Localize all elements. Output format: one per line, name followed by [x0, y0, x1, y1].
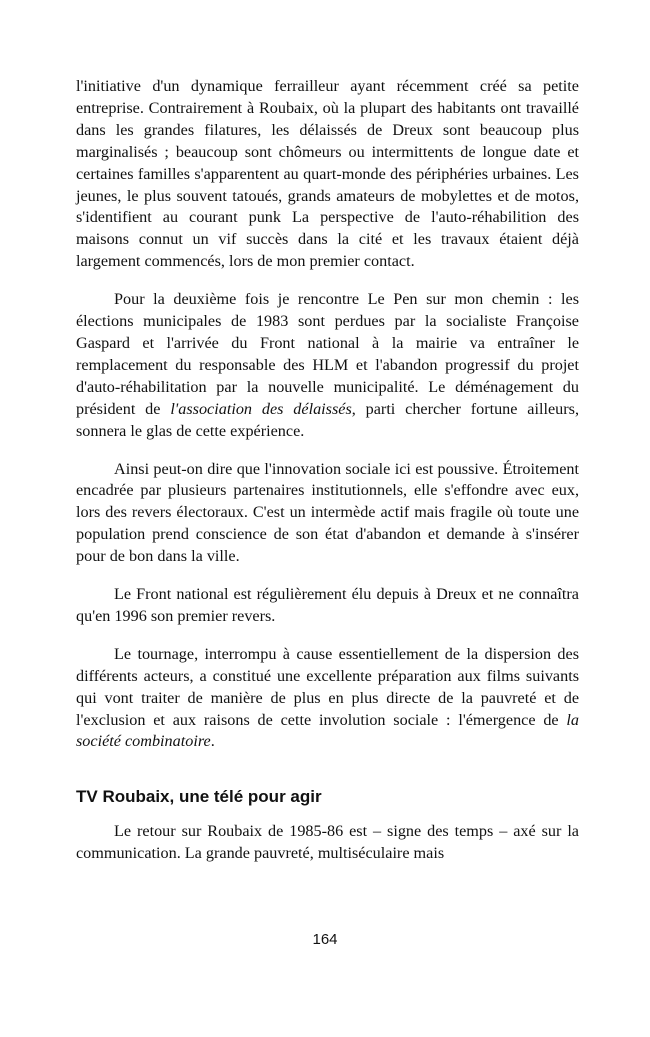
paragraph-2-text-end: , parti chercher fortune ailleurs, sonnera le glas de cette expérience. [76, 399, 579, 440]
paragraph-2 [76, 289, 579, 442]
page-number: 164 [312, 931, 338, 948]
section-paragraph: Le retour sur Roubaix de 1985-86 est – signe des temps – axé sur la communication. La grande pauvreté, multiséculaire mais [76, 822, 579, 863]
paragraph-2-text-start: Pour la deuxième fois je rencontre Le Pen sur mon chemin : les élections municipales de 1983 sont perdues par la socialiste Françoise Gaspard et l'arrivée du Front national à la mairie va entraîner le remplacement du responsable des HLM et l'abandon progressif du projet d'auto-réhabilitation par la nouvelle municipalité. Le déménagement du président de [76, 290, 579, 418]
paragraph-3: Ainsi peut-on dire que l'innovation sociale ici est poussive. Étroitement encadrée par plusieurs partenaires institutionnels, elle s'effondre avec eux, lors des revers électoraux. C'est un intermède actif mais fragile où toute une population prend conscience de son état d'abandon et demande à s'insérer pour de bon dans la ville. [76, 459, 579, 566]
paragraph-1: l'initiative d'un dynamique ferrailleur ayant récemment créé sa petite entreprise. Contrairement à Roubaix, où la plupart des habitants ont travaillé dans les grandes filatures, les délaissés de Dreux sont beaucoup plus marginalisés ; beaucoup sont chômeurs ou intermittents de longue date et certaines familles s'apparentent au quart-monde des périphéries urbaines. Les jeunes, le plus souvent tatoués, grands amateurs de mobylettes et de motos, s'identifient au courant punk La perspective de l'auto-réhabilition des maisons connut un vif succès dans la cité et les travaux étaient déjà largement commencés, lors de mon premier contact. [76, 77, 579, 271]
section-heading: TV Roubaix, une télé pour agir [76, 787, 322, 807]
paragraph-5-italic-term: la société combinatoire [76, 710, 579, 751]
paragraph-5-text-end: . [210, 732, 215, 751]
paragraph-5 [76, 644, 579, 754]
paragraph-5-text-start: Le tournage, interrompu à cause essentiellement de la dispersion des différents acteurs, a constitué une excellente préparation aux films suivants qui vont traiter de manière de plus en plus directe de la pauvreté et de l'exclusion et aux raisons de cette involution sociale : l'émergence de [76, 644, 579, 729]
paragraph-2-italic-title: l'association des délaissés [170, 399, 352, 418]
paragraph-4: Le Front national est régulièrement élu depuis à Dreux et ne connaîtra qu'en 1996 son premier revers. [76, 585, 579, 625]
